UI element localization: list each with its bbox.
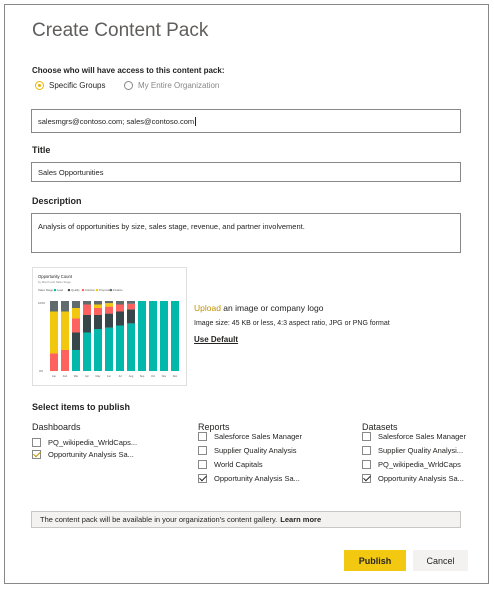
- reports-title: Reports: [198, 422, 230, 432]
- bar-segment: [116, 326, 124, 372]
- text-caret: [195, 117, 196, 126]
- title-value: Sales Opportunities: [38, 167, 104, 177]
- bar-segment: [50, 301, 58, 312]
- legend-swatch: [82, 289, 84, 291]
- learn-more-link[interactable]: Learn more: [280, 515, 322, 524]
- publish-item-checkbox[interactable]: [198, 474, 207, 483]
- x-tick-label: Aug: [128, 375, 134, 378]
- bar-segment: [72, 319, 80, 333]
- publish-item-label: Salesforce Sales Manager: [214, 431, 302, 441]
- publish-item[interactable]: [32, 436, 192, 448]
- description-textarea[interactable]: [31, 213, 461, 253]
- reports-list: [198, 429, 358, 485]
- publish-item[interactable]: [362, 443, 484, 457]
- bar-segment: [83, 305, 91, 316]
- publish-item[interactable]: [362, 429, 484, 443]
- bar-segment: [105, 307, 113, 314]
- legend-entry: Lead: [57, 288, 64, 292]
- email-groups-value: salesmgrs@contoso.com; sales@contoso.com: [38, 116, 195, 126]
- datasets-column: [362, 422, 484, 485]
- publish-item-label: Supplier Quality Analysi...: [378, 445, 464, 455]
- bar-segment: [116, 301, 124, 305]
- bar-segment: [94, 301, 102, 305]
- access-heading: Choose who will have access to this content pack:: [32, 66, 225, 75]
- bar-segment: [127, 304, 135, 310]
- publish-item-label: Supplier Quality Analysis: [214, 445, 297, 455]
- thumbnail-chart-bars: [50, 301, 179, 371]
- title-label: Title: [32, 145, 51, 155]
- bar-segment: [105, 303, 113, 307]
- bar-segment: [127, 323, 135, 371]
- publish-item-label: PQ_wikipedia_WrldCaps...: [48, 437, 138, 447]
- use-default-link-wrap: [194, 335, 238, 344]
- x-tick-label: Dec: [172, 375, 178, 378]
- upload-link[interactable]: Upload: [194, 303, 221, 313]
- x-tick-label: Nov: [161, 375, 167, 378]
- use-default-link[interactable]: Use Default: [194, 335, 239, 344]
- y-tick-top: 100%: [38, 301, 46, 305]
- bar-segment: [83, 333, 91, 372]
- radio-specific-groups-indicator[interactable]: [35, 81, 44, 90]
- bar-segment: [72, 308, 80, 319]
- description-label: Description: [32, 196, 82, 206]
- x-tick-label: Mar: [73, 375, 79, 378]
- legend-label: Sales Stage: [38, 288, 54, 292]
- bar-segment: [61, 312, 69, 351]
- x-tick-label: Feb: [62, 375, 68, 378]
- publish-item[interactable]: [198, 443, 358, 457]
- bar-segment: [116, 312, 124, 326]
- thumbnail-chart-title: Opportunity Count: [38, 274, 72, 279]
- radio-specific-groups[interactable]: [35, 81, 105, 90]
- email-groups-input[interactable]: [31, 109, 461, 133]
- legend-swatch: [96, 289, 98, 291]
- bar-segment: [105, 328, 113, 371]
- thumbnail-chart-subtitle: by Month and Sales Stage: [38, 280, 71, 284]
- legend-entry: Finalize: [113, 288, 123, 292]
- publish-item-checkbox[interactable]: [198, 446, 207, 455]
- radio-entire-organization-label: My Entire Organization: [138, 81, 220, 90]
- publish-item-checkbox[interactable]: [362, 460, 371, 469]
- radio-entire-organization-indicator[interactable]: [124, 81, 133, 90]
- bar-segment: [94, 315, 102, 329]
- bar-segment: [138, 301, 146, 371]
- bar-segment: [50, 312, 58, 354]
- bar-segment: [83, 315, 91, 333]
- thumbnail-chart-x-axis: [52, 374, 178, 378]
- legend-entry: Solution: [85, 288, 96, 292]
- publish-item-label: Salesforce Sales Manager: [378, 431, 466, 441]
- y-tick-bottom: 0%: [39, 369, 44, 373]
- publish-item-checkbox[interactable]: [362, 432, 371, 441]
- content-pack-thumbnail: [32, 267, 187, 386]
- bar-segment: [83, 301, 91, 305]
- bar-segment: [50, 354, 58, 372]
- publish-item-label: PQ_wikipedia_WrldCaps: [378, 459, 461, 469]
- banner-text: The content pack will be available in your organization's content gallery.: [40, 515, 278, 524]
- title-input[interactable]: [31, 162, 461, 182]
- dialog-title: Create Content Pack: [32, 20, 209, 41]
- description-value: Analysis of opportunities by size, sales stage, revenue, and partner involvement.: [38, 222, 305, 231]
- create-content-pack-dialog: [4, 4, 489, 584]
- bar-segment: [61, 350, 69, 371]
- publish-item[interactable]: [362, 457, 484, 471]
- publish-item[interactable]: [198, 471, 358, 485]
- x-tick-label: Jun: [106, 375, 112, 378]
- bar-segment: [127, 301, 135, 304]
- legend-entry: Qualify: [71, 288, 80, 292]
- radio-entire-organization[interactable]: [124, 81, 219, 90]
- publish-item-label: Opportunity Analysis Sa...: [214, 473, 300, 483]
- bar-segment: [105, 301, 113, 303]
- publish-item[interactable]: [198, 429, 358, 443]
- bar-segment: [72, 333, 80, 351]
- bar-segment: [72, 301, 80, 308]
- publish-item-checkbox[interactable]: [198, 432, 207, 441]
- upload-line: [194, 303, 323, 313]
- legend-entry: Proposal: [99, 288, 111, 292]
- bar-segment: [94, 305, 102, 309]
- bar-segment: [116, 305, 124, 312]
- bar-segment: [94, 308, 102, 315]
- publish-item-label: Opportunity Analysis Sa...: [48, 449, 134, 459]
- publish-item-checkbox[interactable]: [362, 474, 371, 483]
- x-tick-label: Jan: [51, 375, 57, 378]
- legend-swatch: [54, 289, 56, 291]
- publish-item-checkbox[interactable]: [32, 450, 41, 459]
- legend-swatch: [68, 289, 70, 291]
- publish-item[interactable]: [362, 471, 484, 485]
- x-tick-label: May: [95, 375, 101, 378]
- bar-segment: [94, 329, 102, 371]
- datasets-list: [362, 429, 484, 485]
- publish-item[interactable]: [198, 457, 358, 471]
- bar-segment: [105, 314, 113, 328]
- reports-column: [198, 422, 358, 485]
- x-tick-label: Jul: [118, 375, 122, 378]
- x-tick-label: Sep: [139, 375, 145, 378]
- bar-segment: [61, 301, 69, 312]
- bar-segment: [127, 309, 135, 323]
- gallery-info-banner: [31, 511, 461, 528]
- publish-item-checkbox[interactable]: [362, 446, 371, 455]
- thumbnail-chart: [33, 268, 186, 385]
- publish-item-label: World Capitals: [214, 459, 263, 469]
- upload-description: an image or company logo: [220, 303, 324, 313]
- bar-segment: [160, 301, 168, 371]
- radio-specific-groups-label: Specific Groups: [49, 81, 106, 90]
- bar-segment: [171, 301, 179, 371]
- legend-swatch: [110, 289, 112, 291]
- x-tick-label: Apr: [84, 375, 90, 378]
- publish-item[interactable]: [32, 448, 192, 460]
- x-tick-label: Oct: [150, 375, 156, 378]
- dashboards-list: [32, 436, 192, 460]
- dashboards-column: [32, 422, 192, 460]
- publish-button[interactable]: Publish: [344, 550, 406, 571]
- publish-heading: Select items to publish: [32, 402, 131, 412]
- datasets-title: Datasets: [362, 422, 398, 432]
- thumbnail-chart-legend: [38, 288, 123, 292]
- publish-item-checkbox[interactable]: [198, 460, 207, 469]
- dashboards-title: Dashboards: [32, 422, 81, 432]
- image-size-hint: Image size: 45 KB or less, 4:3 aspect ratio, JPG or PNG format: [194, 320, 390, 327]
- publish-item-label: Opportunity Analysis Sa...: [378, 473, 464, 483]
- bar-segment: [149, 301, 157, 371]
- cancel-button[interactable]: Cancel: [413, 550, 468, 571]
- bar-segment: [72, 350, 80, 371]
- publish-item-checkbox[interactable]: [32, 438, 41, 447]
